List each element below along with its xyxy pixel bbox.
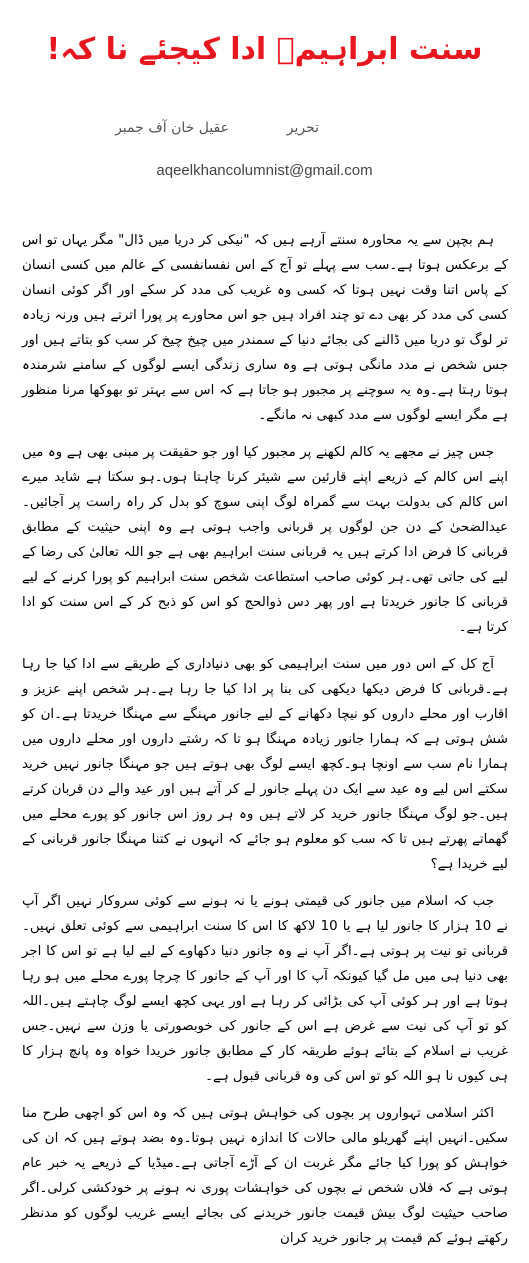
paragraph: ہم بچپن سے یہ محاورہ سنتے آرہے ہیں کہ "نیکی کر دریا میں ڈال" مگر یہاں تو اس کے برعکس ہوتا ہے۔سب سے پہلے تو آج کے اس نفسانفسی کے عالم میں کسی انسان کے پاس اتنا وقت نہیں ہوتا کہ کسی وہ غریب کی مدد کر سکے اور اگر کوئی انسان کسی کی مدد کر بھی دے تو چند افراد ہیں جو اس محاورے پر پورا اترتے ہیں ورنہ زیادہ تر لوگ تو دریا میں ڈالنے کی بجائے دنیا کے سمندر میں چیخ چیخ کر سب کو بتاتے ہیں اور جس شخص نے مدد مانگی ہوتی ہے وہ ساری زندگی ایسے لوگوں کے سامنے شرمندہ ہوتا رہتا ہے۔وہ یہ سوچنے پر مجبور ہو جاتا ہے کہ اس سے بہتر تو بھوکھا مرنا منظور ہے مگر ایسے لوگوں سے مدد کبھی نہ مانگے۔ [22, 233, 508, 423]
paragraph: جب کہ اسلام میں جانور کی قیمتی ہونے یا نہ ہونے سے کوئی سروکار نہیں اگر آپ نے 10 ہزار کا جانور لیا ہے یا 10 لاکھ کا اس کا سنت ابراہیمی سے کوئی تعلق نہیں۔قربانی تو نیت پر ہوتی ہے۔اگر آپ نے وہ جانور دنیا دکھاوے کے لیے لیا ہے تو اس کا اجر بھی دنیا ہی میں مل گیا کیونکہ آپ کا اور آپ کے جانور کا چرچا پورے محلے میں ہو رہا ہوتا ہے اور ہر کوئی آپ کی بڑائی کر رہا ہے اور یہی کچھ ایسے لوگ چاہتے ہیں۔اللہ کو تو آپ کی نیت سے غرض ہے اس کے جانور کی خوبصورتی یا وزن سے نہیں۔جس غریب نے اسلام کے بتائے ہوئے طریقہ کار کے مطابق جانور خریدا خواہ وہ پانچ ہزار کا ہی کیوں نا ہو اللہ کو تو اس کی وہ قربانی قبول ہے۔ [22, 894, 508, 1084]
article-title: سنت ابراہیمؑ ادا کیجئے نا کہ! [46, 32, 483, 67]
author-name: عقیل خان آف جمبر [115, 120, 229, 136]
article-body [22, 228, 508, 1263]
paragraph: اکثر اسلامی تہواروں پر بچوں کی خواہش ہوتی ہیں کہ وہ اس کو اچھی طرح منا سکیں۔انہیں اپنے گھریلو مالی حالات کا اندازہ نہیں ہوتا۔وہ بضد ہوتے ہیں کہ ان کی خواہش کو پورا کیا جائے مگر غربت ان کے آڑے آجاتی ہے۔میڈیا کے ذریعے یہ خبر عام ہوتی ہے کہ فلاں شخص نے بچوں کی خواہشات پوری نہ ہونے پر خودکشی کرلی۔اگر صاحب حیثیت لوگ بیش قیمت جانور خریدنے کی بجائے ایسے غریب لوگوں کو مدنظر رکھتے ہوئے کم قیمت پر جانور خرید کران [22, 1106, 508, 1246]
paragraph: آج کل کے اس دور میں سنت ابراہیمی کو بھی دنیاداری کے طریقے سے ادا کیا جا رہا ہے۔قربانی کا فرض دیکھا دیکھی کی بنا پر ادا کیا جا رہا ہے۔ہر شخص اپنے عزیز و اقارب اور محلے داروں کو نیچا دکھانے کے لیے جانور مہنگے سے مہنگا خریدتا ہے۔ان کو شش ہوتی ہے کہ ہمارا جانور زیادہ مہنگا ہو تا کہ رشتے داروں اور محلے داروں میں ہمارا نام سب سے اونچا ہو۔کچھ ایسے لوگ بھی ہوتے ہیں جو مہنگا جانور نہیں خرید سکتے اس لیے وہ عید سے ایک دن پہلے جانور لے کر آتے ہیں اور عید والے دن قربان کرتے ہیں۔جو لوگ مہنگا جانور خرید کر لاتے ہیں وہ ہر روز اس جانور کو پورے محلے میں گھماتے پھرتے ہیں تا کہ سب کو معلوم ہو جائے کہ انہوں نے کتنا مہنگا جانور قربانی کے لیے خریدا ہے؟ [22, 657, 508, 872]
author-email[interactable]: aqeelkhancolumnist@gmail.com [156, 162, 373, 179]
byline-label: تحریر [286, 120, 319, 136]
paragraph: جس چیز نے مجھے یہ کالم لکھنے پر مجبور کیا اور جو حقیقت پر مبنی بھی ہے وہ میں اپنے اس کالم کے ذریعے اپنے قارئین سے شیئر کرنا چاہتا ہوں۔ہو سکتا ہے شاید میرے اس کالم کی بدولت بہت سے گمراہ لوگ اپنی سوچ کو بدل کر راہ راست پر آجائیں۔ عیدالضحیٰ کے دن جن لوگوں پر قربانی واجب ہوتی ہے وہ اپنی حیثیت کے مطابق قربانی کا فرض ادا کرتے ہیں یہ قربانی سنت ابراہیم بھی ہے جو اللہ تعالیٰ کی رضا کے لیے کی جاتی تھی۔ہر کوئی صاحب استطاعت شخص سنت ابراہیم کو پورا کرنے کے لیے قربانی کا جانور خریدتا ہے اور پھر دس ذوالحج کو اس کو ذبح کر کے اس سنت کو ادا کرتا ہے۔ [22, 445, 508, 635]
byline [0, 120, 529, 142]
